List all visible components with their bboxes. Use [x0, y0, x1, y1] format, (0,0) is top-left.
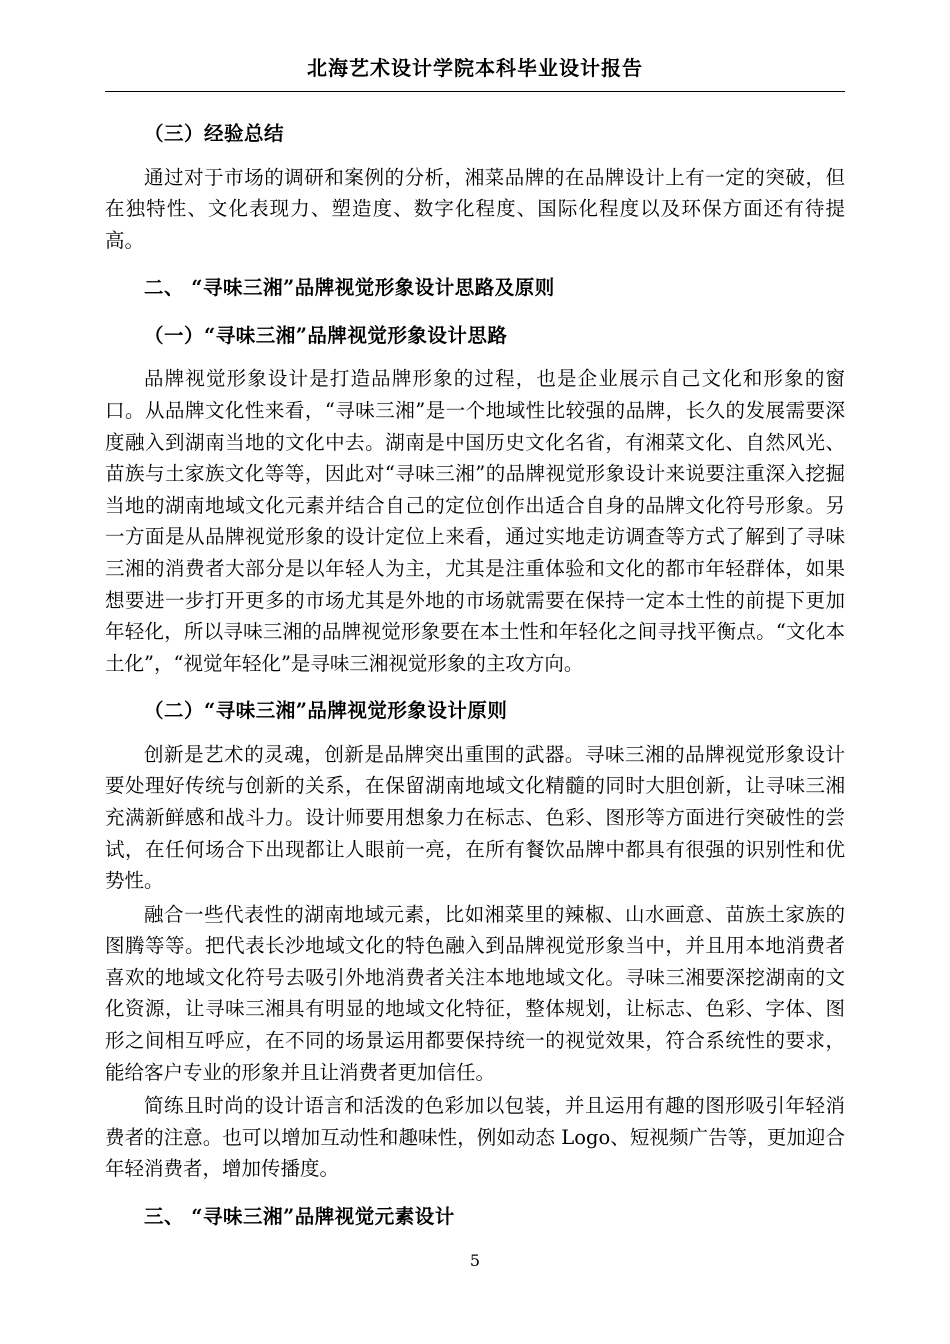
section-heading: （二）“寻味三湘”品牌视觉形象设计原则 [144, 699, 508, 723]
section-heading: 二、 “寻味三湘”品牌视觉形象设计思路及原则 [144, 276, 555, 300]
paragraph: 品牌视觉形象设计是打造品牌形象的过程，也是企业展示自己文化和形象的窗口。从品牌文化性来看，“寻味三湘”是一个地域性比较强的品牌，长久的发展需要深度融入到湖南当地的文化中去。湖南是中国历史文化名省，有湘菜文化、自然风光、苗族与土家族文化等等，因此对“寻味三湘”的品牌视觉形象设计来说要注重深入挖掘当地的湖南地域文化元素并结合自己的定位创作出适合自身的品牌文化符号形象。另一方面是从品牌视觉形象的设计定位上来看，通过实地走访调查等方式了解到了寻味三湘的消费者大部分是以年轻人为主，尤其是注重体验和文化的都市年轻群体，如果想要进一步打开更多的市场尤其是外地的市场就需要在保持一定本土性的前提下更加年轻化，所以寻味三湘的品牌视觉形象要在本土性和年轻化之间寻找平衡点。“文化本土化”，“视觉年轻化”是寻味三湘视觉形象的主攻方向。 [105, 367, 845, 675]
page-number: 5 [469, 1251, 481, 1270]
paragraph: 融合一些代表性的湖南地域元素，比如湘菜里的辣椒、山水画意、苗族土家族的图腾等等。把代表长沙地域文化的特色融入到品牌视觉形象当中，并且用本地消费者喜欢的地域文化符号去吸引外地消费者关注本地地域文化。寻味三湘要深挖湖南的文化资源，让寻味三湘具有明显的地域文化特征，整体规划，让标志、色彩、字体、图形之间相互呼应，在不同的场景运用都要保持统一的视觉效果，符合系统性的要求，能给客户专业的形象并且让消费者更加信任。 [105, 902, 845, 1084]
paragraph: 创新是艺术的灵魂，创新是品牌突出重围的武器。寻味三湘的品牌视觉形象设计要处理好传统与创新的关系，在保留湖南地域文化精髓的同时大胆创新，让寻味三湘充满新鲜感和战斗力。设计师要用想象力在标志、色彩、图形等方面进行突破性的尝试，在任何场合下出现都让人眼前一亮，在所有餐饮品牌中都具有很强的识别性和优势性。 [105, 742, 845, 893]
paragraph: 通过对于市场的调研和案例的分析，湘菜品牌的在品牌设计上有一定的突破，但在独特性、文化表现力、塑造度、数字化程度、国际化程度以及环保方面还有待提高。 [105, 165, 845, 252]
document-body [105, 118, 845, 1233]
header-divider [105, 91, 845, 92]
section-heading: （三）经验总结 [144, 122, 285, 145]
page-header: 北海艺术设计学院本科毕业设计报告 [307, 56, 643, 80]
section-heading: 三、 “寻味三湘”品牌视觉元素设计 [144, 1204, 455, 1228]
paragraph: 简练且时尚的设计语言和活泼的色彩加以包装，并且运用有趣的图形吸引年轻消费者的注意。也可以增加互动性和趣味性，例如动态 Logo、短视频广告等，更加迎合年轻消费者，增加传播度。 [105, 1094, 845, 1181]
section-heading: （一）“寻味三湘”品牌视觉形象设计思路 [144, 323, 508, 347]
